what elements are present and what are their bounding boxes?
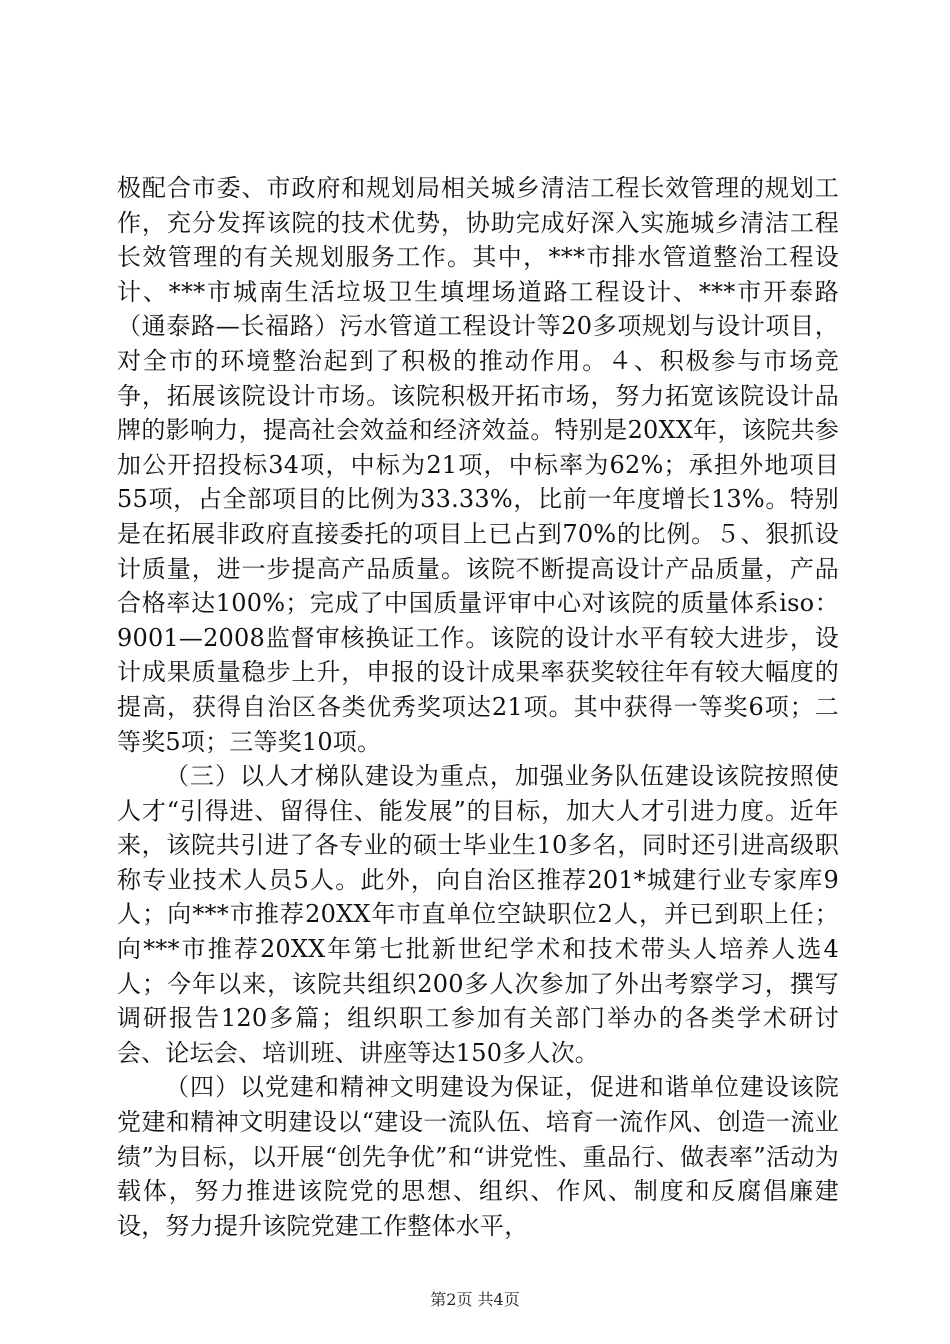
document-body — [117, 171, 839, 1243]
page-number-footer: 第2页 共4页 — [430, 1290, 520, 1309]
paragraph-party-building: （四）以党建和精神文明建设为保证，促进和谐单位建设该院党建和精神文明建设以“建设一流队伍、培育一流作风、创造一流业绩”为目标，以开展“创先争优”和“讲党性、重品行、做表率”活动为载体，努力推进该院党的思想、组织、作风、制度和反腐倡廉建设，努力提升该院党建工作整体水平， — [117, 1073, 839, 1240]
paragraph-continuation: 极配合市委、市政府和规划局相关城乡清洁工程长效管理的规划工作，充分发挥该院的技术优势，协助完成好深入实施城乡清洁工程长效管理的有关规划服务工作。其中，***市排水管道整治工程设计、***市城南生活垃圾卫生填埋场道路工程设计、***市开泰路（通泰路—长福路）污水管道工程设计等20多项规划与设计项目，对全市的环境整治起到了积极的推动作用。４、积极参与市场竞争，拓展该院设计市场。该院积极开拓市场，努力拓宽该院设计品牌的影响力，提高社会效益和经济效益。特别是20XX年，该院共参加公开招投标34项，中标为21项，中标率为62%；承担外地项目55项，占全部项目的比例为33.33%，比前一年度增长13%。特别是在拓展非政府直接委托的项目上已占到70%的比例。５、狠抓设计质量，进一步提高产品质量。该院不断提高设计产品质量，产品合格率达100%；完成了中国质量评审中心对该院的质量体系iso：9001—2008监督审核换证工作。该院的设计水平有较大进步，设计成果质量稳步上升，申报的设计成果率获奖较往年有较大幅度的提高，获得自治区各类优秀奖项达21项。其中获得一等奖6项；二等奖5项；三等奖10项。 — [117, 174, 839, 756]
paragraph-talent-team: （三）以人才梯队建设为重点，加强业务队伍建设该院按照使人才“引得进、留得住、能发展”的目标，加大人才引进力度。近年来，该院共引进了各专业的硕士毕业生10多名，同时还引进高级职称专业技术人员5人。此外，向自治区推荐201*城建行业专家库9人；向***市推荐20XX年市直单位空缺职位2人，并已到职上任；向***市推荐20XX年第七批新世纪学术和技术带头人培养人选4人；今年以来，该院共组织200多人次参加了外出考察学习，撰写调研报告120多篇；组织职工参加有关部门举办的各类学术研讨会、论坛会、培训班、讲座等达150多人次。 — [117, 762, 839, 1067]
